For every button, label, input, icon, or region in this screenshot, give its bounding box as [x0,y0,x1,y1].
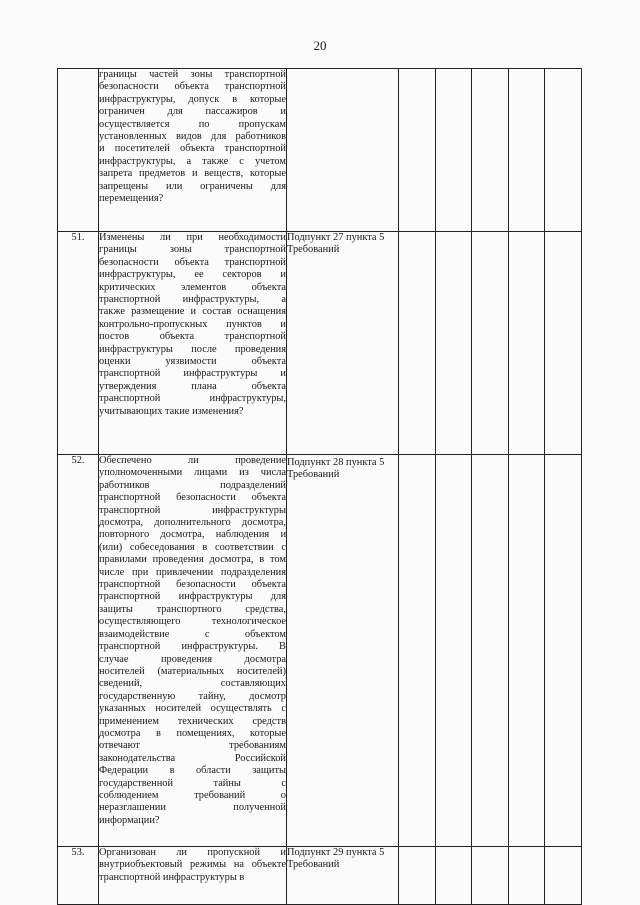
row-number: 53. [58,847,99,905]
question-line: отвечают требованиям [99,740,286,752]
blank-cell [472,69,509,232]
question-line: защиты транспортного средства, [99,603,286,615]
blank-cell [399,847,436,905]
blank-cell [472,847,509,905]
question-line: работников подразделений [99,479,286,491]
blank-cell [399,232,436,455]
reference-line: Подпункт 29 пункта 5 [287,847,385,858]
blank-cell [545,455,582,847]
question-line: транспортной инфраструктуры. В [99,641,286,653]
question-line: транспортной безопасности объекта [99,579,286,591]
question-line: транспортной инфраструктуры для [99,591,286,603]
question-line: запрета предметов и веществ, которые [99,168,286,180]
question-line: (или) собеседования в соответствии с [99,541,286,553]
question-cell [99,232,287,455]
question-line: случае проведения досмотра [99,653,286,665]
question-line: сведений, составляющих [99,678,286,690]
question-line: Федерации в области защиты [99,765,286,777]
question-line: информации? [99,814,160,826]
question-line: безопасности объекта транспортной [99,81,286,93]
blank-cell [472,232,509,455]
reference-line: Требований [287,859,340,871]
question-line: критических элементов объекта [99,281,286,293]
reference-cell [287,455,399,847]
question-line: неразглашении полученной [99,802,286,814]
question-line: законодательства Российской [99,752,286,764]
question-line: указанных носителей осуществлять с [99,703,286,715]
blank-cell [436,69,472,232]
blank-cell [509,847,545,905]
question-cell [99,69,287,232]
reference-line: Требований [287,244,340,256]
question-line: транспортной инфраструктуры [99,504,286,516]
question-line: числе при привлечении подразделения [99,566,286,578]
reference-line: Подпункт 28 пункта 5 [287,457,385,468]
question-line: транспортной инфраструктуры, а [99,294,286,306]
blank-cell [436,847,472,905]
reference-line: Требований [287,469,340,481]
blank-cell [399,69,436,232]
row-number: 52. [58,455,99,847]
question-line: инфраструктуры после проведения [99,343,286,355]
question-line: носителей (материальных носителей) [99,665,286,677]
question-line: повторного досмотра, наблюдения и [99,529,286,541]
question-line: и посетителей объекта транспортной [99,143,286,155]
blank-cell [436,232,472,455]
question-line: ограничен для пассажиров и [99,106,286,118]
question-line: применением технических средств [99,715,286,727]
blank-cell [399,455,436,847]
question-line: перемещения? [99,193,164,205]
row-number: 51. [58,232,99,455]
row-number [58,69,99,232]
question-cell [99,847,287,905]
table-row [58,69,582,232]
question-line: соблюдением требований о [99,789,286,801]
question-line: внутриобъектовый режимы на объекте [99,859,286,871]
question-line: границы зоны транспортной [99,244,286,256]
blank-cell [545,69,582,232]
question-line: также размещение и состав оснащения [99,306,286,318]
table-row [58,455,582,847]
question-line: правилами проведения досмотра, в том [99,554,286,566]
reference-cell [287,847,399,905]
page-number: 20 [313,38,327,53]
question-line: контрольно-пропускных пунктов и [99,318,286,330]
question-line: учитывающих такие изменения? [99,405,244,417]
question-line: утверждения плана объекта [99,380,286,392]
question-line: транспортной инфраструктуры, [99,393,286,405]
question-line: установленных видов для работников [99,131,286,143]
table-row [58,847,582,905]
question-line: досмотра, дополнительного досмотра, [99,517,286,529]
requirements-table [57,68,582,905]
question-line: транспортной инфраструктуры в [99,871,245,883]
reference-cell [287,232,399,455]
question-line: государственную тайну, досмотр [99,690,286,702]
blank-cell [436,455,472,847]
question-line: осуществляющего технологическое [99,616,286,628]
question-line: инфраструктуры, допуск в которые [99,93,286,105]
table-row [58,232,582,455]
blank-cell [545,847,582,905]
blank-cell [509,455,545,847]
blank-cell [509,232,545,455]
question-line: транспортной безопасности объекта [99,492,286,504]
question-line: Обеспечено ли проведение [99,455,286,466]
question-line: осуществляется по пропускам [99,118,286,130]
question-line: запрещены или ограничены для [99,180,286,192]
question-line: безопасности объекта транспортной [99,256,286,268]
question-line: государственной тайны с [99,777,286,789]
reference-line: Подпункт 27 пункта 5 [287,232,385,243]
question-line: взаимодействие с объектом [99,628,286,640]
question-line: инфраструктуры, а также с учетом [99,155,286,167]
blank-cell [509,69,545,232]
question-line: уполномоченными лицами из числа [99,467,286,479]
question-cell [99,455,287,847]
question-line: транспортной инфраструктуры и [99,368,286,380]
question-line: Организован ли пропускной и [99,847,286,858]
question-line: инфраструктуры, ее секторов и [99,269,286,281]
question-line: постов объекта транспортной [99,331,286,343]
question-line: досмотра в помещениях, которые [99,727,286,739]
blank-cell [472,455,509,847]
reference-cell [287,69,399,232]
blank-cell [545,232,582,455]
question-line: границы частей зоны транспортной [99,69,286,80]
question-line: оценки уязвимости объекта [99,356,286,368]
question-line: Изменены ли при необходимости [99,232,286,243]
